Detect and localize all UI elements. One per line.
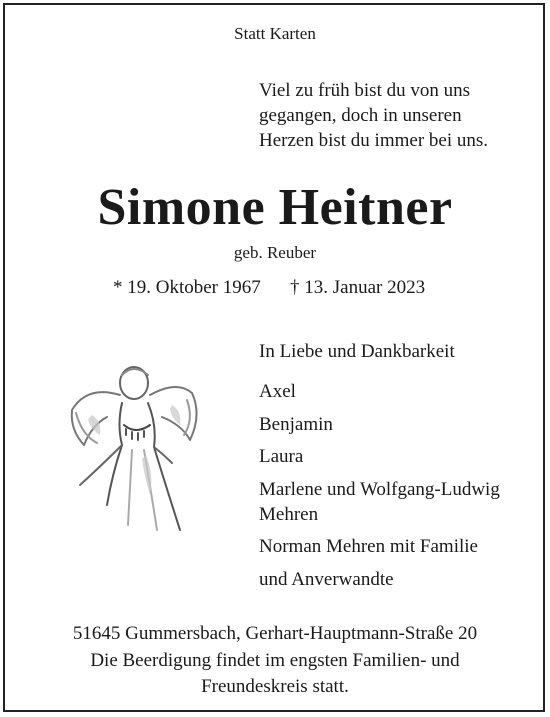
poem-line: Viel zu früh bist du von uns [259,80,471,101]
funeral-note-line: Die Beerdigung findet im engsten Familien- und [90,650,460,671]
mourner: Laura [259,446,304,467]
angel-icon [62,355,212,555]
deceased-name: Simone Heitner [97,179,453,236]
poem-line: gegangen, doch in unseren [259,105,462,126]
mourners-list [259,379,529,592]
mourner: Benjamin [259,413,333,435]
header-text: Statt Karten [234,24,316,43]
mourner: Norman Mehren mit Familie [259,536,478,557]
maiden-name: geb. Reuber [233,243,317,262]
mourner: Marlene und Wolfgang-Ludwig Mehren [259,478,500,525]
poem-line: Herzen bist du immer bei uns. [259,130,489,151]
death-date: † 13. Januar 2023 [290,277,426,298]
birth-date: * 19. Oktober 1967 [113,277,261,298]
funeral-note-line: Freundeskreis statt. [201,676,349,697]
mourner: Axel [259,381,296,402]
poem [259,78,488,153]
address: 51645 Gummersbach, Gerhart-Hauptmann-Straße 20 [72,623,478,644]
mourner: und Anverwandte [259,568,394,590]
dedication: In Liebe und Dankbarkeit [259,341,455,362]
